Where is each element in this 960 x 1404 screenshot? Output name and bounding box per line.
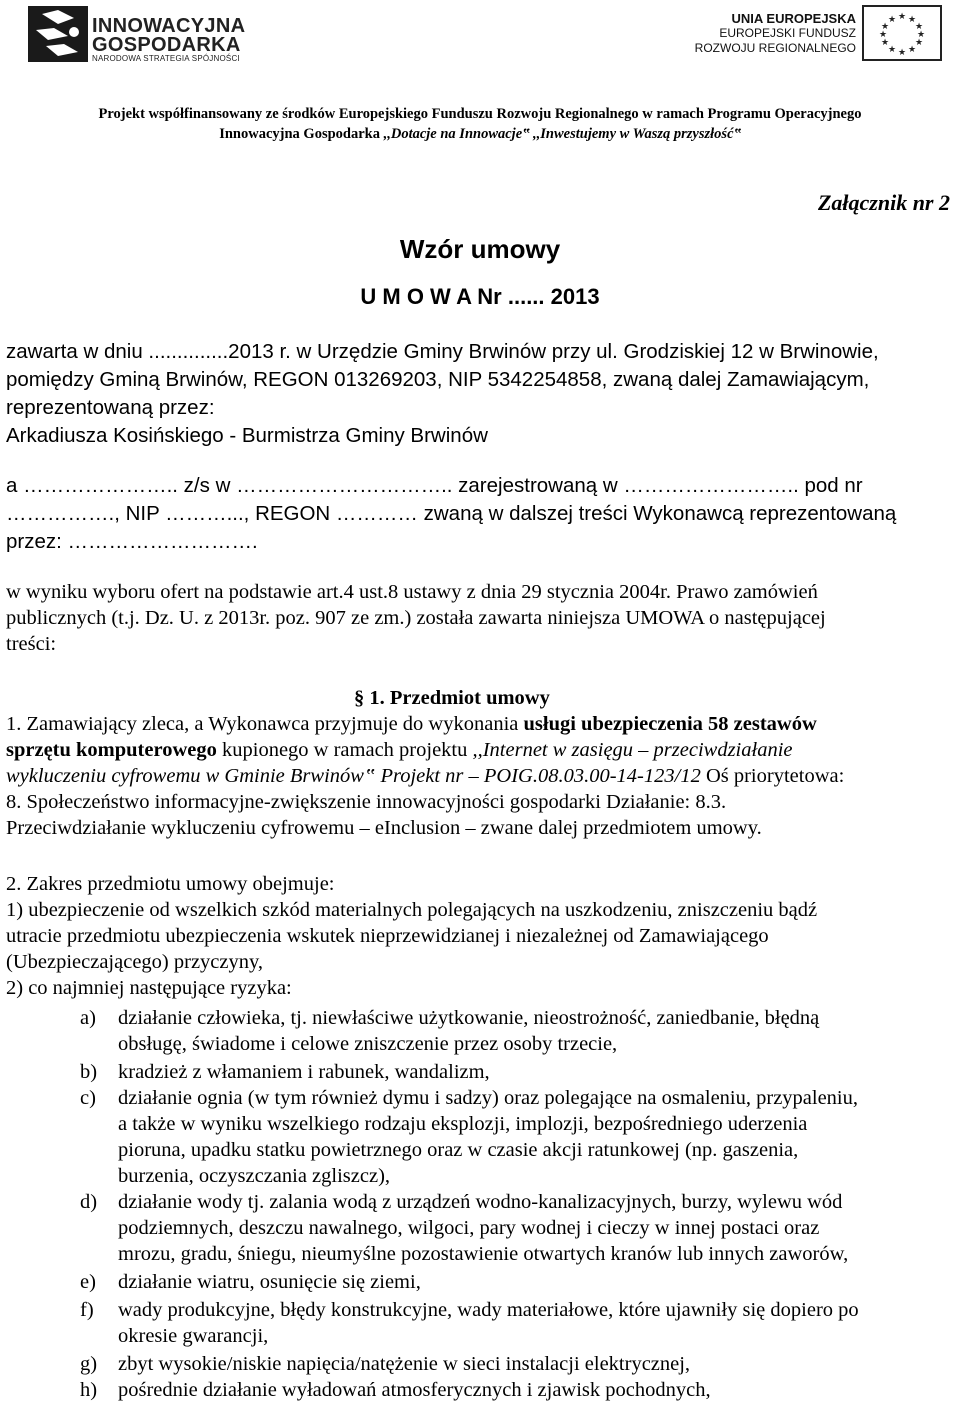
svg-text:★: ★: [907, 45, 917, 55]
intro-line-1: zawarta w dniu ..............2013 r. w Urzędzie Gminy Brwinów przy ul. Grodziskiej 12 w Brwinowie,: [6, 340, 879, 363]
para1-bold: usługi ubezpieczenia 58 zestawów: [523, 713, 817, 735]
risk-c-line-2: a także w wyniku wszelkiego rodzaju eksplozji, implozji, bezpośredniego uderzenia: [118, 1113, 808, 1135]
para1-line-5: Przeciwdziałanie wykluczeniu cyfrowemu – eInclusion – zwane dalej przedmiotem umowy.: [6, 817, 762, 839]
risk-c-line-4: burzenia, oczyszczania zgliszcz),: [118, 1165, 391, 1187]
project-name: Innowacyjna Gospodarka: [219, 126, 384, 142]
para2-line-3: utracie przedmiotu ubezpieczenia wskutek nieprzewidzianej i niezależnej od Zamawiającego: [6, 925, 769, 947]
para1-priority: Oś priorytetowa:: [700, 765, 845, 787]
risk-b-line-1: kradzież z włamaniem i rabunek, wandalizm,: [118, 1061, 490, 1083]
risk-f-line-1: wady produkcyjne, błędy konstrukcyjne, wady materiałowe, które ujawniły się dopiero po: [118, 1299, 859, 1321]
logo-line-3: NARODOWA STRATEGIA SPÓJNOŚCI: [92, 54, 240, 63]
svg-text:★: ★: [916, 30, 926, 40]
eu-logo-text: [695, 11, 856, 56]
risk-c-line-3: pioruna, upadku statku powietrznego oraz w czasie akcji ratunkowej (np. gaszenia,: [118, 1139, 799, 1161]
section-heading: § 1. Przedmiot umowy: [354, 687, 550, 709]
eu-logo: [694, 5, 942, 63]
risk-e-marker: e): [80, 1271, 96, 1293]
svg-text:★: ★: [880, 38, 890, 48]
svg-text:★: ★: [887, 45, 897, 55]
para2-line-4: (Ubezpieczającego) przyczyny,: [6, 951, 264, 973]
svg-text:★: ★: [878, 30, 888, 40]
svg-text:★: ★: [897, 12, 907, 22]
risk-a-line-2: obsługę, świadome i celowe zniszczenie przez osoby trzecie,: [118, 1033, 618, 1055]
svg-text:★: ★: [914, 38, 924, 48]
risk-a-marker: a): [80, 1007, 96, 1029]
contractor-line-3: przez: ……………………….: [6, 530, 258, 553]
intro-representative: Arkadiusza Kosińskiego - Burmistrza Gminy Brwinów: [6, 424, 488, 447]
para2-line-5: 2) co najmniej następujące ryzyka:: [6, 977, 292, 999]
eu-logo-line-3: ROZWOJU REGIONALNEGO: [694, 41, 856, 55]
contractor-line-1: a ………………….. z/s w ………………………….. zarejestrowaną w …………………….. pod nr: [6, 474, 863, 497]
risk-b-marker: b): [80, 1061, 98, 1083]
para2-line-1: 2. Zakres przedmiotu umowy obejmuje:: [6, 873, 335, 895]
project-slogan: ,,Dotacje na Innowacje‟ ,,Inwestujemy w Waszą przyszłość‟: [383, 126, 741, 142]
risk-c-line-1: działanie ognia (w tym również dymu i sadzy) oraz polegające na osmaleniu, przypaleniu,: [118, 1087, 859, 1109]
basis-line-1: w wyniku wyboru ofert na podstawie art.4 ust.8 ustawy z dnia 29 stycznia 2004r. Prawo zamówień: [6, 581, 818, 603]
attachment-label: Załącznik nr 2: [817, 190, 950, 215]
para1-line-1: [6, 712, 817, 736]
eu-logo-line-2: EUROPEJSKI FUNDUSZ: [719, 26, 856, 40]
para1-line-3: [6, 764, 844, 788]
basis-line-2: publicznych (t.j. Dz. U. z 2013r. poz. 907 ze zm.) została zawarta niniejsza UMOWA o następującej: [6, 607, 826, 629]
page-title: Wzór umowy: [399, 234, 561, 264]
contractor-line-2: ……………., NIP ………..., REGON ………… zwaną w dalszej treści Wykonawcą reprezentowaną: [6, 502, 897, 525]
intro-line-3: reprezentowaną przez:: [6, 396, 215, 419]
svg-text:★: ★: [897, 48, 907, 58]
risk-d-line-1: działanie wody tj. zalania wodą z urządzeń wodno-kanalizacyjnych, burzy, wylewu wód: [118, 1191, 843, 1213]
basis-line-3: treści:: [6, 633, 57, 655]
flag-star-icon: [28, 6, 88, 62]
logo-line-2: GOSPODARKA: [92, 34, 241, 56]
risk-f-marker: f): [80, 1299, 94, 1321]
contract-number: U M O W A Nr ...... 2013: [360, 284, 600, 309]
para1-project-name: ,,Internet w zasięgu – przeciwdziałanie: [472, 739, 793, 761]
risk-g-line-1: zbyt wysokie/niskie napięcia/natężenie w sieci instalacji elektrycznej,: [118, 1353, 691, 1375]
svg-text:★: ★: [880, 22, 890, 32]
project-line-1: Projekt współfinansowany ze środków Europejskiego Funduszu Rozwoju Regionalnego w ramach Programu Operacyjnego: [98, 106, 862, 122]
svg-text:★: ★: [887, 15, 897, 25]
innowacyjna-gospodarka-logo: [28, 6, 258, 62]
para1-line-2: [6, 738, 793, 762]
para1-text-2: kupionego w ramach projektu: [216, 739, 473, 761]
logo-line-1: INNOWACYJNA: [92, 15, 246, 37]
para1-line-4: 8. Społeczeństwo informacyjne-zwiększenie innowacyjności gospodarki Działanie: 8.3.: [6, 791, 727, 813]
para2-line-2: 1) ubezpieczenie od wszelkich szkód materialnych polegających na uszkodzeniu, zniszczeniu bądź: [6, 899, 818, 921]
risk-f-line-2: okresie gwarancji,: [118, 1325, 269, 1347]
risk-a-line-1: działanie człowieka, tj. niewłaściwe użytkowanie, nieostrożność, zaniedbanie, błędną: [118, 1007, 820, 1029]
para1-project-number: wykluczeniu cyfrowemu w Gminie Brwinów‟ Projekt nr – POIG.08.03.00-14-123/12: [6, 765, 701, 787]
risk-d-line-2: podziemnych, deszczu nawalnego, wilgoci, pary wodnej i cieczy w innej postaci oraz: [118, 1217, 820, 1239]
risk-h-line-1: pośrednie działanie wyładowań atmosferycznych i zjawisk pochodnych,: [118, 1379, 711, 1401]
svg-text:★: ★: [907, 15, 917, 25]
risk-h-marker: h): [80, 1379, 98, 1401]
risk-e-line-1: działanie wiatru, osunięcie się ziemi,: [118, 1271, 421, 1293]
para1-text: 1. Zamawiający zleca, a Wykonawca przyjmuje do wykonania: [6, 713, 524, 735]
risk-d-marker: d): [80, 1191, 98, 1213]
risk-c-marker: c): [80, 1087, 96, 1109]
risk-d-line-3: mrozu, gradu, śniegu, nieumyślne pozostawienie otwartych kranów lub innych zaworów,: [118, 1243, 849, 1265]
project-line-2: [0, 124, 960, 144]
eu-flag-icon: [862, 5, 942, 61]
eu-logo-line-1: UNIA EUROPEJSKA: [731, 11, 856, 26]
svg-text:★: ★: [914, 22, 924, 32]
para1-bold-2: sprzętu komputerowego: [6, 739, 217, 761]
risk-g-marker: g): [80, 1353, 98, 1375]
intro-line-2: pomiędzy Gminą Brwinów, REGON 013269203, NIP 5342254858, zwaną dalej Zamawiającym,: [6, 368, 870, 391]
